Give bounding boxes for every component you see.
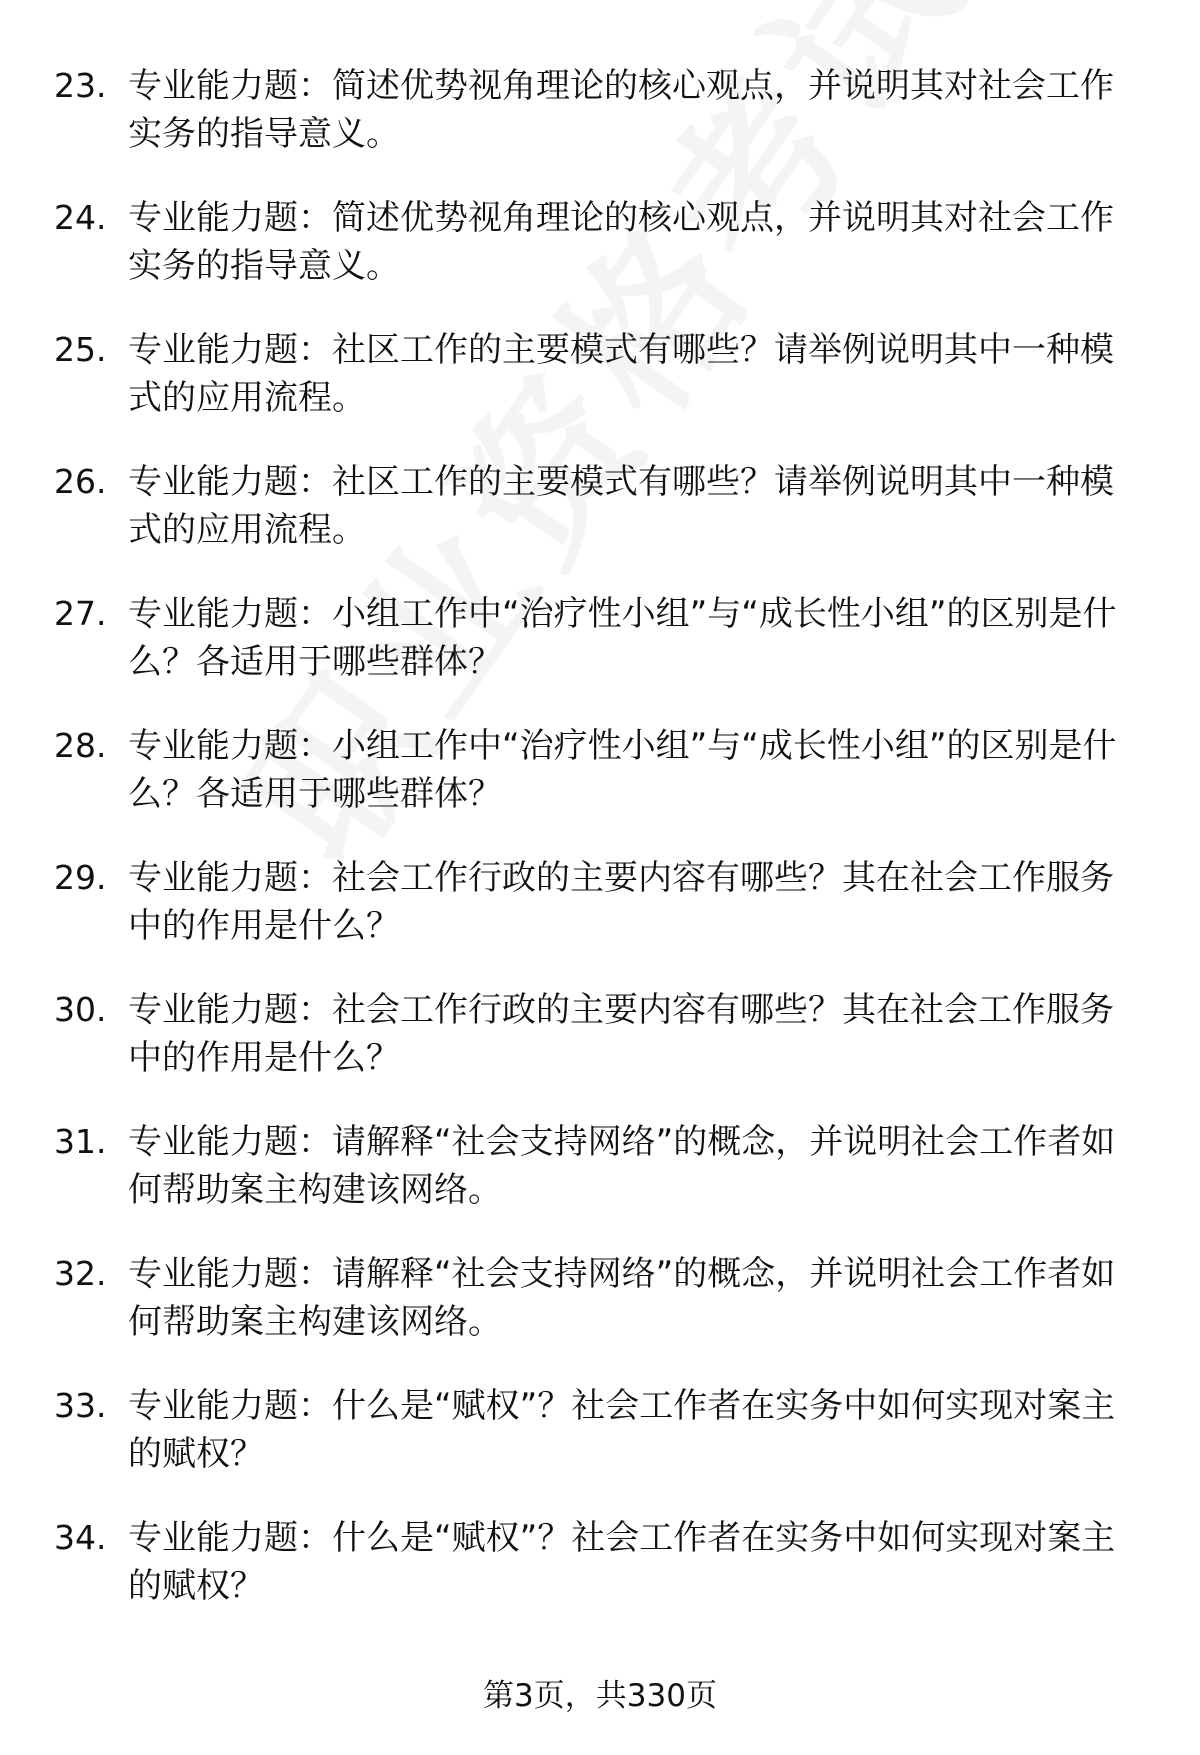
page-footer: 第3页，共330页 — [483, 1678, 717, 1714]
question-list — [0, 62, 1200, 1646]
question-item-27 — [0, 590, 1200, 722]
question-number: 28. — [54, 726, 107, 765]
question-number: 34. — [54, 1518, 107, 1557]
question-number: 29. — [54, 858, 107, 897]
question-item-34 — [0, 1514, 1200, 1646]
question-number: 32. — [54, 1254, 107, 1293]
question-item-29 — [0, 854, 1200, 986]
question-item-24 — [0, 194, 1200, 326]
question-item-33 — [0, 1382, 1200, 1514]
question-number: 30. — [54, 990, 107, 1029]
question-number: 24. — [54, 198, 107, 237]
question-text: 专业能力题：小组工作中“治疗性小组”与“成长性小组”的区别是什么？各适用于哪些群体？ — [128, 594, 1117, 682]
question-text: 专业能力题：小组工作中“治疗性小组”与“成长性小组”的区别是什么？各适用于哪些群体？ — [128, 726, 1117, 814]
question-text: 专业能力题：社区工作的主要模式有哪些？请举例说明其中一种模式的应用流程。 — [128, 330, 1114, 418]
question-text: 专业能力题：简述优势视角理论的核心观点，并说明其对社会工作实务的指导意义。 — [128, 198, 1114, 286]
question-text: 专业能力题：社区工作的主要模式有哪些？请举例说明其中一种模式的应用流程。 — [128, 462, 1114, 550]
question-text: 专业能力题：请解释“社会支持网络”的概念，并说明社会工作者如何帮助案主构建该网络。 — [128, 1254, 1116, 1342]
question-item-23 — [0, 62, 1200, 194]
question-number: 33. — [54, 1386, 107, 1425]
question-text: 专业能力题：简述优势视角理论的核心观点，并说明其对社会工作实务的指导意义。 — [128, 66, 1114, 154]
question-number: 27. — [54, 594, 107, 633]
question-item-32 — [0, 1250, 1200, 1382]
question-number: 23. — [54, 66, 107, 105]
question-number: 26. — [54, 462, 107, 501]
question-number: 25. — [54, 330, 107, 369]
question-text: 专业能力题：请解释“社会支持网络”的概念，并说明社会工作者如何帮助案主构建该网络。 — [128, 1122, 1116, 1210]
question-text: 专业能力题：什么是“赋权”？社会工作者在实务中如何实现对案主的赋权？ — [128, 1518, 1116, 1606]
question-item-28 — [0, 722, 1200, 854]
question-item-25 — [0, 326, 1200, 458]
question-item-26 — [0, 458, 1200, 590]
question-text: 专业能力题：社会工作行政的主要内容有哪些？其在社会工作服务中的作用是什么？ — [128, 990, 1114, 1078]
question-item-30 — [0, 986, 1200, 1118]
question-text: 专业能力题：什么是“赋权”？社会工作者在实务中如何实现对案主的赋权？ — [128, 1386, 1116, 1474]
question-text: 专业能力题：社会工作行政的主要内容有哪些？其在社会工作服务中的作用是什么？ — [128, 858, 1114, 946]
question-number: 31. — [54, 1122, 107, 1161]
question-item-31 — [0, 1118, 1200, 1250]
